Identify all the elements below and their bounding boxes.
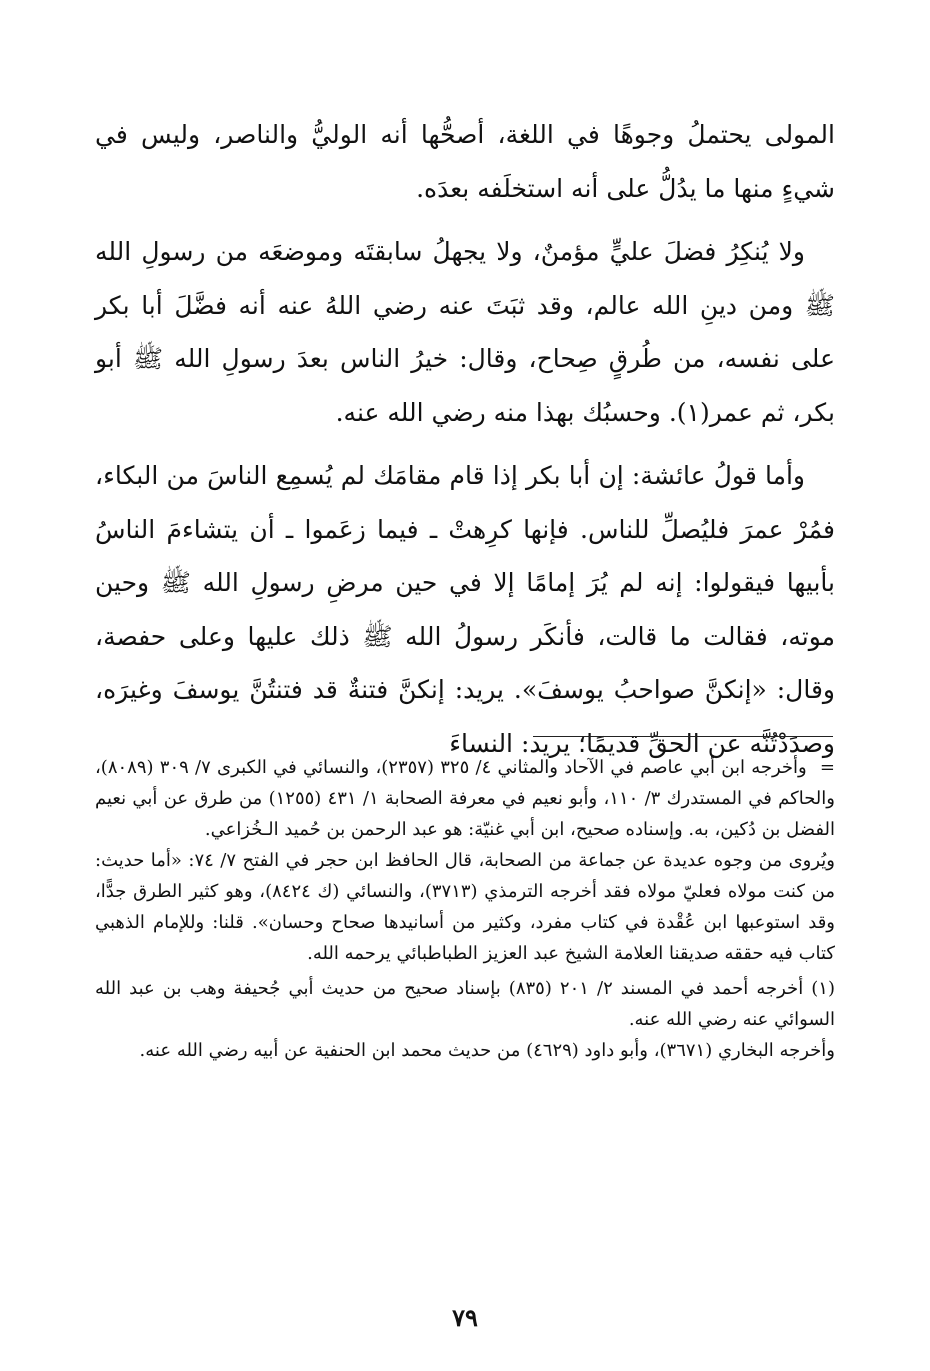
footnote-1-para-1	[95, 973, 835, 1035]
paragraph-1: المولى يحتملُ وجوهًا في اللغة، أصحُّها أنه الوليُّ والناصر، وليس في شيءٍ منها ما يدُلُّ على أنه استخلَفه بعدَه.	[95, 120, 835, 203]
footnote-1-text-1: أخرجه أحمد في المسند ٢/ ٢٠١ (٨٣٥) بإسناد صحيح من حديث أبي جُحيفة وهب بن عبد الله السوائي عنه رضي الله عنه.	[95, 978, 835, 1030]
footnote-continuation-para-2: ويُروى من وجوه عديدة عن جماعة من الصحابة، قال الحافظ ابن حجر في الفتح ٧/ ٧٤: «أما حديث: من كنت مولاه فعليّ مولاه فقد أخرجه الترمذي (٣٧١٣)، والنسائي (ك ٨٤٢٤)، وهو كثير الطرق جدًّا، وقد استوعبها ابن عُقْدة في كتاب مفرد، وكثير من أسانيدها صحاح وحسان». قلنا: وللإمام الذهبي كتاب فيه حققه صديقنا العلامة الشيخ عبد العزيز الطباطبائي يرحمه الله.	[95, 850, 835, 964]
footnote-1	[95, 973, 835, 1066]
footnote-separator	[533, 736, 833, 737]
page-number: ٧٩	[452, 1303, 478, 1332]
continuation-mark: =	[819, 757, 835, 778]
footnote-continuation	[95, 752, 835, 969]
footnote-continuation-text-1: وأخرجه ابن أبي عاصم في الآحاد والمثاني ٤/ ٣٢٥ (٢٣٥٧)، والنسائي في الكبرى ٧/ ٣٠٩ (٨٠٨٩)، والحاكم في المستدرك ٣/ ١١٠، وأبو نعيم في معرفة الصحابة ١/ ٤٣١ (١٢٥٥) من طرق عن أبي نعيم الفضل بن دُكين، به. وإسناده صحيح، ابن أبي غنيّة: هو عبد الرحمن بن حُميد الـخُزاعي.	[95, 757, 835, 840]
paragraph-3: وأما قولُ عائشة: إن أبا بكر إذا قام مقامَك لم يُسمِع الناسَ من البكاء، فمُرْ عمرَ فليُصلِّ للناس. فإنها كرِهتْ ـ فيما زعَموا ـ أن يتشاءمَ الناسُ بأبيها فيقولوا: إنه لم يُرَ إمامًا إلا في حين مرضِ رسولِ الله ﷺ وحين موته، فقالت ما قالت، فأنكَر رسولُ الله ﷺ ذلك عليها وعلى حفصة، وقال: «إنكنَّ صواحبُ يوسفَ». يريد: إنكنَّ فتنةٌ قد فتنتُنَّ يوسفَ وغيرَه، وصدَدْتُنَّه عن الحقِّ قديمًا؛ يريد: النساءَ	[95, 461, 835, 758]
footnote-1-para-2: وأخرجه البخاري (٣٦٧١)، وأبو داود (٤٦٢٩) من حديث محمد ابن الحنفية عن أبيه رضي الله عنه.	[139, 1040, 835, 1061]
footnotes-section	[95, 752, 835, 1070]
footnote-1-marker: (١)	[811, 978, 835, 999]
main-text	[95, 108, 835, 780]
footnote-continuation-para-1	[95, 752, 835, 845]
paragraph-2: ولا يُنكِرُ فضلَ عليٍّ مؤمنٌ، ولا يجهلُ سابقتَه وموضعَه من رسولِ الله ﷺ ومن دينِ الله عالم، وقد ثبَتَ عنه رضي اللهُ عنه أنه فضَّلَ أبا بكر على نفسه، من طُرقٍ صِحاح، وقال: خيرُ الناس بعدَ رسولِ الله ﷺ أبو بكر، ثم عمر(١). وحسبُك بهذا منه رضي الله عنه.	[95, 237, 835, 427]
